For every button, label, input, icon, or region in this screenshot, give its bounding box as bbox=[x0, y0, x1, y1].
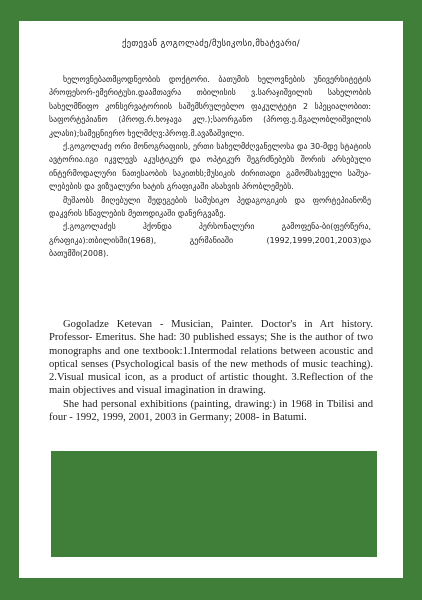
georgian-paragraph: ქ.გოგოლაძეს ჰქონდა პერსონალური გამოფენა-ბი(ფერწერა, გრაფიკა):თბილისში(1968), გერმანიაში (1992,1999,2001,2003)და ბათუმში(2008). bbox=[49, 222, 371, 259]
image-placeholder-box bbox=[51, 451, 377, 557]
georgian-paragraph: მუშაობს მიღებული შედეგების სამუსიკო პედაგოგიკის და ფორტეპიანოზე დაკვრის სწავლების მეთოდიკაში დანერგვაზე. bbox=[49, 195, 371, 219]
english-paragraph: Gogoladze Ketevan - Musician, Painter. Doctor's in Art history. Professor- Emeritus. She had: 30 published essays; She is the author of two monographs and one textbook:1.Intermodal relations between acoustic and optical senses (Psychological basis of the new methods of music teaching). 2.Visual musical icon, as a product of artistic thought. 3.Reflection of the main objectives and visual imagination in drawing. bbox=[49, 319, 373, 397]
georgian-biography bbox=[49, 73, 371, 261]
georgian-paragraph: ხელოვნებათმცოდნეობის დოქტორი. ბათუმის ხელოვნების უნივერსიტეტის პროფესორ-ემერიტუსი.დაამთავრა თბილისის ვ.სარაჯიშვილის სახელობის სახელმწიფო კონსერვატორიის საშემსრულებლო ფაკულტეტი 2 სპეციალობით: საფორტეპიანო (პროფ.რ.ხოჯავა კლ.);საორგანო (პროფ.ე.მგალობლიშვილის კლასი);სამეცნიერო ხელმძღვ:პროფ.მ.ავაზაშვილი. bbox=[49, 75, 371, 138]
site-watermark: batu.edu.ge bbox=[252, 556, 345, 574]
english-paragraph: She had personal exhibitions (painting, drawing:) in 1968 in Tbilisi and four - 1992, 1999, 2001, 2003 in Germany; 2008- in Batumi. bbox=[49, 398, 373, 424]
english-biography bbox=[49, 318, 373, 424]
georgian-paragraph: ქ.გოგოლაძე ორი მონოგრაფიის, ერთი სახელმძღვანელოსა და 30-მდე სტატიის ავტორია.იგი იკვლევს აკუსტიკურ და ოპტიკურ შეგრძნებებს შორის არსებული ინტერმოდალური ნათესაობის საკითხს;მუსიკის ძირითადი გამომსახველი საშუა-ლებების და ვიზუალური ხატის გრაფიკაში ასახვის პრობლემებს. bbox=[49, 142, 371, 192]
document-page bbox=[19, 21, 403, 578]
document-header: ქეთევან გოგოლაძე/მუსიკოსი,მხატვარი/ bbox=[122, 39, 300, 49]
